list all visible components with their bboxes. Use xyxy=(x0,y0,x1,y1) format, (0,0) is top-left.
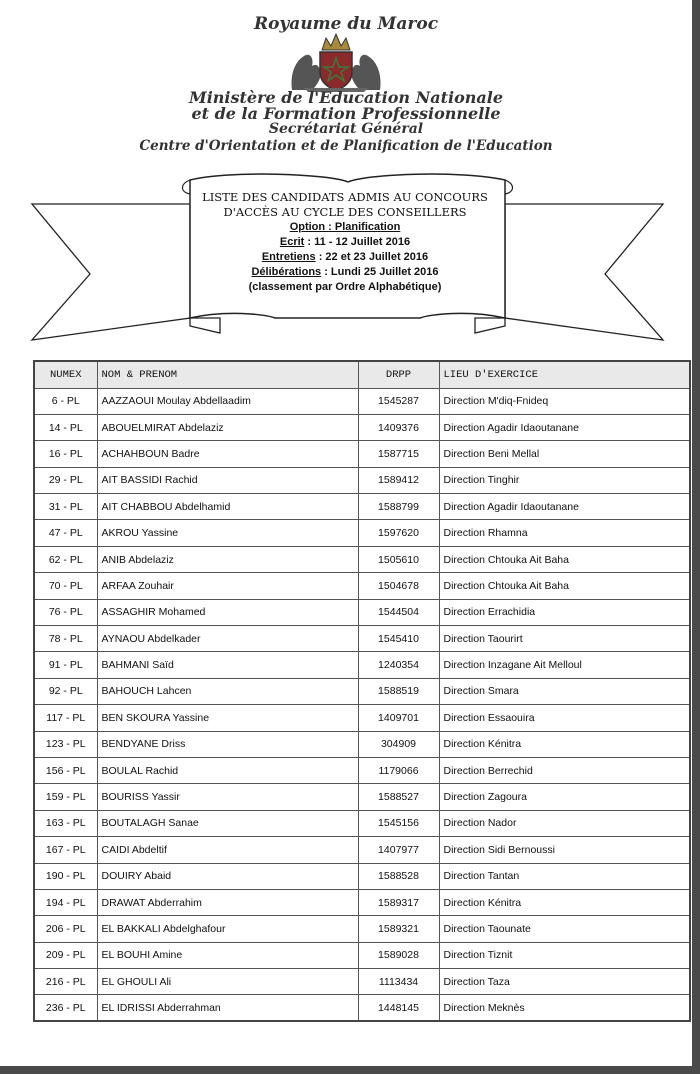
cell-drpp: 1544504 xyxy=(358,599,439,625)
cell-drpp: 304909 xyxy=(358,731,439,757)
cell-numex: 167 - PL xyxy=(34,837,97,863)
cell-drpp: 1589412 xyxy=(358,467,439,493)
deliberations-line xyxy=(195,265,495,280)
cell-name: BAHOUCH Lahcen xyxy=(97,678,358,704)
cell-numex: 47 - PL xyxy=(34,520,97,546)
cell-drpp: 1505610 xyxy=(358,546,439,572)
table-row xyxy=(34,414,690,440)
cell-numex: 123 - PL xyxy=(34,731,97,757)
cell-numex: 190 - PL xyxy=(34,863,97,889)
cell-name: DOUIRY Abaid xyxy=(97,863,358,889)
cell-lieu: Direction Taourirt xyxy=(439,626,690,652)
cell-name: AIT CHABBOU Abdelhamid xyxy=(97,494,358,520)
cell-lieu: Direction Sidi Bernoussi xyxy=(439,837,690,863)
cell-drpp: 1407977 xyxy=(358,837,439,863)
royal-emblem-icon xyxy=(284,32,388,92)
table-row xyxy=(34,678,690,704)
cell-numex: 194 - PL xyxy=(34,889,97,915)
table-row xyxy=(34,441,690,467)
cell-name: BOUTALAGH Sanae xyxy=(97,810,358,836)
candidates-table xyxy=(33,360,691,1022)
cell-name: BAHMANI Saïd xyxy=(97,652,358,678)
cell-name: EL GHOULI Ali xyxy=(97,969,358,995)
table-row xyxy=(34,652,690,678)
table-row xyxy=(34,969,690,995)
cell-numex: 70 - PL xyxy=(34,573,97,599)
cell-lieu: Direction Chtouka Ait Baha xyxy=(439,573,690,599)
cell-lieu: Direction Zagoura xyxy=(439,784,690,810)
cell-name: BOULAL Rachid xyxy=(97,757,358,783)
table-row xyxy=(34,626,690,652)
cell-drpp: 1588527 xyxy=(358,784,439,810)
cell-name: ARFAA Zouhair xyxy=(97,573,358,599)
secretariat-title: Secrétariat Général xyxy=(268,121,424,137)
cell-name: ABOUELMIRAT Abdelaziz xyxy=(97,414,358,440)
cell-drpp: 1589028 xyxy=(358,942,439,968)
table-row xyxy=(34,784,690,810)
cell-numex: 216 - PL xyxy=(34,969,97,995)
banner-title-line-2: D'ACCÈS AU CYCLE DES CONSEILLERS xyxy=(223,205,467,219)
cell-lieu: Direction Tiznit xyxy=(439,942,690,968)
cell-lieu: Direction Kénitra xyxy=(439,889,690,915)
column-header-lieu: LIEU D'EXERCICE xyxy=(439,361,690,388)
banner-text xyxy=(195,190,495,295)
cell-lieu: Direction Nador xyxy=(439,810,690,836)
cell-name: DRAWAT Abderrahim xyxy=(97,889,358,915)
cell-drpp: 1504678 xyxy=(358,573,439,599)
table-row xyxy=(34,863,690,889)
table-row xyxy=(34,810,690,836)
table-row xyxy=(34,942,690,968)
table-row xyxy=(34,388,690,414)
banner-title-line-1: LISTE DES CANDIDATS ADMIS AU CONCOURS xyxy=(202,190,488,204)
cell-name: CAIDI Abdeltif xyxy=(97,837,358,863)
cell-numex: 91 - PL xyxy=(34,652,97,678)
cell-name: EL BAKKALI Abdelghafour xyxy=(97,916,358,942)
cell-drpp: 1409376 xyxy=(358,414,439,440)
table-row xyxy=(34,467,690,493)
cell-name: ASSAGHIR Mohamed xyxy=(97,599,358,625)
column-header-numex: NUMEX xyxy=(34,361,97,388)
cell-numex: 78 - PL xyxy=(34,626,97,652)
cell-numex: 16 - PL xyxy=(34,441,97,467)
deliberations-value: : Lundi 25 Juillet 2016 xyxy=(321,266,439,278)
entretiens-value: : 22 et 23 Juillet 2016 xyxy=(315,251,429,263)
table-row xyxy=(34,494,690,520)
entretiens-line xyxy=(195,250,495,265)
table-row xyxy=(34,599,690,625)
ministry-line-1: Ministère de l'Education Nationale xyxy=(188,88,504,107)
column-header-name: NOM & PRENOM xyxy=(97,361,358,388)
ecrit-value: : 11 - 12 Juillet 2016 xyxy=(304,236,411,248)
cell-lieu: Direction Agadir Idaoutanane xyxy=(439,494,690,520)
cell-drpp: 1179066 xyxy=(358,757,439,783)
cell-numex: 76 - PL xyxy=(34,599,97,625)
table-row xyxy=(34,916,690,942)
cell-lieu: Direction Kénitra xyxy=(439,731,690,757)
cell-drpp: 1545410 xyxy=(358,626,439,652)
cell-numex: 236 - PL xyxy=(34,995,97,1021)
cell-numex: 209 - PL xyxy=(34,942,97,968)
table-row xyxy=(34,757,690,783)
centre-title: Centre d'Orientation et de Planification de l'Education xyxy=(139,138,553,154)
cell-drpp: 1588528 xyxy=(358,863,439,889)
cell-drpp: 1448145 xyxy=(358,995,439,1021)
cell-lieu: Direction Taza xyxy=(439,969,690,995)
cell-drpp: 1240354 xyxy=(358,652,439,678)
cell-numex: 6 - PL xyxy=(34,388,97,414)
cell-numex: 14 - PL xyxy=(34,414,97,440)
cell-name: EL BOUHI Amine xyxy=(97,942,358,968)
cell-drpp: 1587715 xyxy=(358,441,439,467)
cell-name: BEN SKOURA Yassine xyxy=(97,705,358,731)
cell-lieu: Direction Inzagane Ait Melloul xyxy=(439,652,690,678)
cell-drpp: 1588799 xyxy=(358,494,439,520)
table-body xyxy=(34,388,690,1021)
cell-lieu: Direction Taounate xyxy=(439,916,690,942)
table-row xyxy=(34,546,690,572)
cell-name: EL IDRISSI Abderrahman xyxy=(97,995,358,1021)
cell-lieu: Direction Essaouira xyxy=(439,705,690,731)
cell-drpp: 1589321 xyxy=(358,916,439,942)
column-header-drpp: DRPP xyxy=(358,361,439,388)
cell-lieu: Direction Rhamna xyxy=(439,520,690,546)
cell-numex: 159 - PL xyxy=(34,784,97,810)
cell-lieu: Direction Tinghir xyxy=(439,467,690,493)
table-header-row xyxy=(34,361,690,388)
cell-drpp: 1589317 xyxy=(358,889,439,915)
cell-lieu: Direction Agadir Idaoutanane xyxy=(439,414,690,440)
cell-numex: 31 - PL xyxy=(34,494,97,520)
cell-drpp: 1113434 xyxy=(358,969,439,995)
cell-numex: 117 - PL xyxy=(34,705,97,731)
cell-lieu: Direction Chtouka Ait Baha xyxy=(439,546,690,572)
table-row xyxy=(34,889,690,915)
cell-lieu: Direction Berrechid xyxy=(439,757,690,783)
cell-numex: 29 - PL xyxy=(34,467,97,493)
cell-name: AKROU Yassine xyxy=(97,520,358,546)
cell-numex: 92 - PL xyxy=(34,678,97,704)
ministry-line-2: et de la Formation Professionnelle xyxy=(191,104,501,123)
kingdom-title: Royaume du Maroc xyxy=(253,14,439,34)
cell-name: ACHAHBOUN Badre xyxy=(97,441,358,467)
cell-drpp: 1409701 xyxy=(358,705,439,731)
table-row xyxy=(34,837,690,863)
ranking-note: (classement par Ordre Alphabétique) xyxy=(248,281,442,293)
cell-drpp: 1588519 xyxy=(358,678,439,704)
cell-name: AAZZAOUI Moulay Abdellaadim xyxy=(97,388,358,414)
cell-numex: 163 - PL xyxy=(34,810,97,836)
ecrit-label: Ecrit xyxy=(279,236,305,248)
table-row xyxy=(34,731,690,757)
cell-drpp: 1545156 xyxy=(358,810,439,836)
cell-drpp: 1545287 xyxy=(358,388,439,414)
cell-name: ANIB Abdelaziz xyxy=(97,546,358,572)
cell-name: BENDYANE Driss xyxy=(97,731,358,757)
ecrit-line xyxy=(195,235,495,250)
cell-name: AYNAOU Abdelkader xyxy=(97,626,358,652)
deliberations-label: Délibérations xyxy=(251,266,322,278)
cell-lieu: Direction Errachidia xyxy=(439,599,690,625)
cell-lieu: Direction Beni Mellal xyxy=(439,441,690,467)
cell-name: BOURISS Yassir xyxy=(97,784,358,810)
cell-numex: 206 - PL xyxy=(34,916,97,942)
option-label: Option : Planification xyxy=(289,221,401,233)
table-row xyxy=(34,995,690,1021)
cell-drpp: 1597620 xyxy=(358,520,439,546)
cell-numex: 62 - PL xyxy=(34,546,97,572)
cell-lieu: Direction M'diq-Fnideq xyxy=(439,388,690,414)
cell-name: AIT BASSIDI Rachid xyxy=(97,467,358,493)
table-row xyxy=(34,705,690,731)
table-row xyxy=(34,573,690,599)
cell-lieu: Direction Smara xyxy=(439,678,690,704)
cell-lieu: Direction Meknès xyxy=(439,995,690,1021)
cell-lieu: Direction Tantan xyxy=(439,863,690,889)
table-row xyxy=(34,520,690,546)
entretiens-label: Entretiens xyxy=(261,251,316,263)
cell-numex: 156 - PL xyxy=(34,757,97,783)
